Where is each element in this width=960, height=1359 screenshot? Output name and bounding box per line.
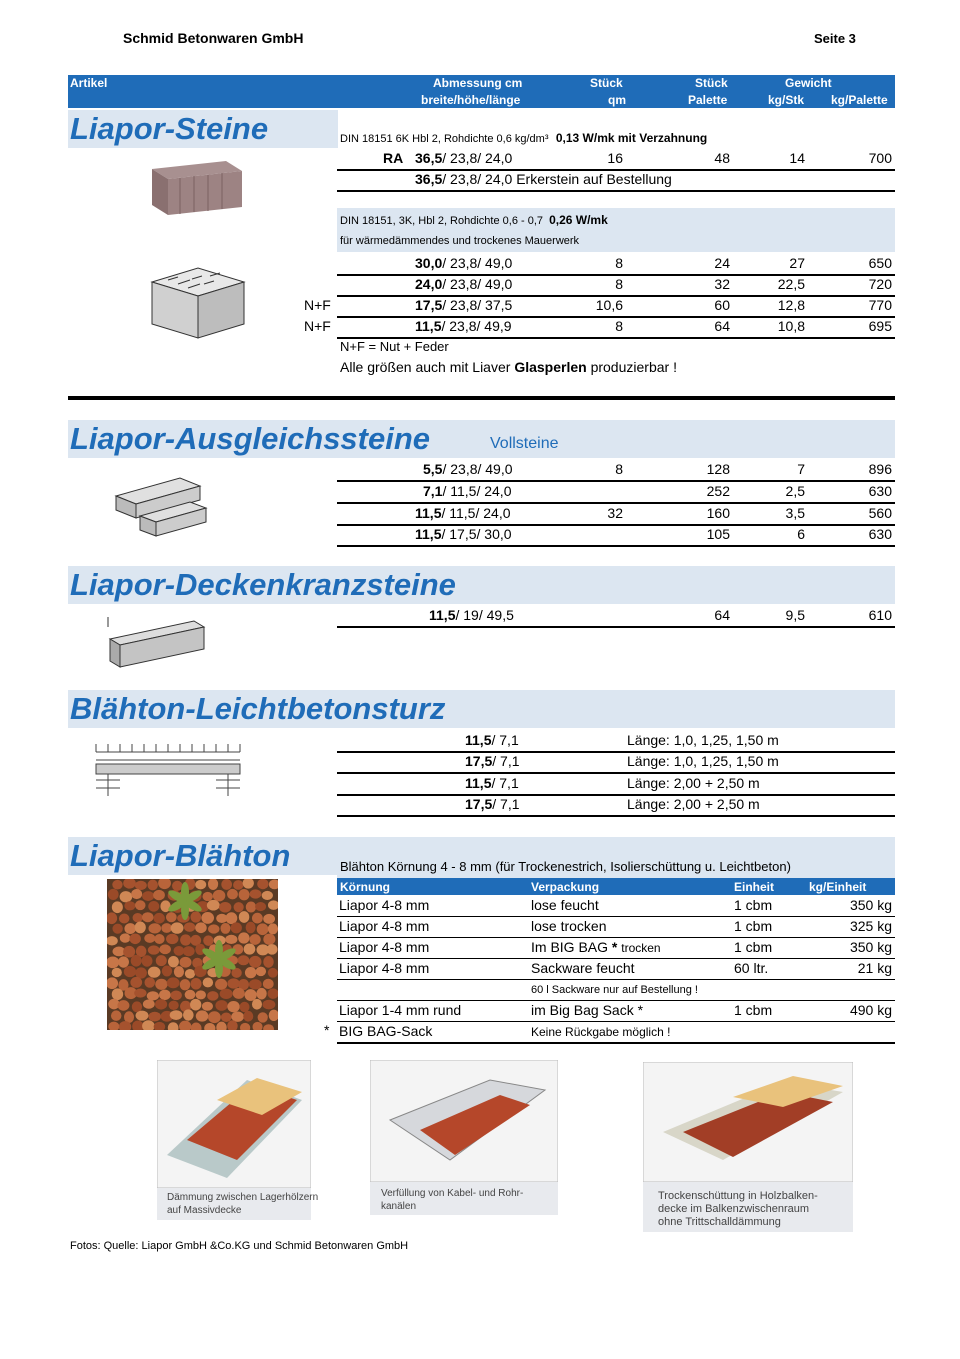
table-row: 11,5/ 7,1 Länge: 2,00 + 2,50 m: [337, 773, 895, 796]
col-stueck-qm: Stück: [590, 76, 623, 90]
spec-note-3: für wärmedämmendes und trockenes Mauerwerk: [340, 235, 580, 247]
solid-blocks-image: [110, 474, 215, 544]
spec-note-2: DIN 18151, 3K, Hbl 2, Rohdichte 0,6 - 0,7 0,26 W/mk: [340, 213, 608, 227]
nf-note: N+F = Nut + Feder: [340, 339, 449, 354]
col-gewicht: Gewicht: [785, 76, 832, 90]
table-row: 5,5/ 23,8/ 49,0 8 128 7 896: [337, 459, 895, 482]
table-row: 7,1/ 11,5/ 24,0 252 2,5 630: [337, 481, 895, 504]
col-abmessung: Abmessung cm: [433, 76, 523, 90]
table-row: 11,5/ 23,8/ 49,9 8 64 10,8 695: [337, 316, 895, 339]
table-row: 11,5/ 11,5/ 24,0 32 160 3,5 560: [337, 503, 895, 526]
col-kg-stk: kg/Stk: [768, 93, 805, 107]
expanded-clay-photo: [107, 879, 278, 1030]
table-row: Liapor 4-8 mm lose trocken 1 cbm 325 kg: [337, 917, 895, 938]
lintel-drawing-image: [94, 740, 244, 798]
table-row: Liapor 1-4 mm rund im Big Bag Sack * 1 cbm 490 kg: [337, 1001, 895, 1022]
table-row: Liapor 4-8 mm Sackware feucht 60 ltr. 21 kg: [337, 959, 895, 980]
section-title-blaehton: Liapor-Blähton: [70, 838, 291, 873]
col-artikel: Artikel: [70, 76, 108, 90]
section-title-deckenkranzsteine: Liapor-Deckenkranzsteine: [70, 567, 456, 602]
table-row: 17,5/ 7,1 Länge: 1,0, 1,25, 1,50 m: [337, 751, 895, 774]
row-prefix: N+F: [304, 297, 331, 313]
table-row: 11,5/ 17,5/ 30,0 105 6 630: [337, 524, 895, 547]
blaehton-table-header: Körnung Verpackung Einheit kg/Einheit: [337, 878, 895, 895]
col-stueck-pal: Stück: [695, 76, 728, 90]
photo-credits: Fotos: Quelle: Liapor GmbH &Co.KG und Schmid Betonwaren GmbH: [70, 1240, 409, 1252]
spec-note: DIN 18151 6K Hbl 2, Rohdichte 0,6 kg/dm³ 0,13 W/mk mit Verzahnung: [340, 131, 708, 145]
company-name: Schmid Betonwaren GmbH: [123, 30, 304, 46]
caption-cable-channel: Verfüllung von Kabel- und Rohr- kanälen: [381, 1188, 524, 1212]
table-row: 24,0/ 23,8/ 49,0 8 32 22,5 720: [337, 274, 895, 297]
ring-beam-block-image: [104, 615, 209, 670]
table-row: 11,5/ 19/ 49,5 64 9,5 610: [337, 605, 895, 628]
table-row: 30,0/ 23,8/ 49,0 8 24 27 650: [337, 253, 895, 276]
section-title-sturz: Blähton-Leichtbetonsturz: [70, 691, 446, 726]
table-row: 36,5/ 23,8/ 24,0 Erkerstein auf Bestellung: [337, 169, 895, 192]
page-number: Seite 3: [814, 31, 856, 46]
star-marker: *: [324, 1022, 330, 1038]
table-row: 17,5/ 23,8/ 37,5 10,6 60 12,8 770: [337, 295, 895, 318]
col-stueck-qm-sub: qm: [608, 93, 626, 107]
col-kg-pal: kg/Palette: [831, 93, 888, 107]
col-stueck-pal-sub: Palette: [688, 93, 728, 107]
caption-timber-floor: Trockenschüttung in Holzbalken- decke im Balkenzwischenraum ohne Trittschalldämmung: [658, 1190, 818, 1228]
row-prefix: N+F: [304, 318, 331, 334]
table-row: 60 l Sackware nur auf Bestellung !: [337, 982, 895, 1001]
blaehton-note: Blähton Körnung 4 - 8 mm (für Trockenestrich, Isolierschüttung u. Leichtbeton): [340, 859, 791, 874]
table-row: Liapor 4-8 mm lose feucht 1 cbm 350 kg: [337, 896, 895, 917]
glass-note: Alle größen auch mit Liaver Glasperlen produzierbar !: [340, 359, 677, 375]
table-row: Liapor 4-8 mm Im BIG BAG * trocken 1 cbm 350 kg: [337, 938, 895, 959]
hollow-block-image: [148, 262, 248, 342]
table-row: BIG BAG-Sack Keine Rückgabe möglich !: [337, 1022, 895, 1044]
section-title-liapor-steine: Liapor-Steine: [70, 111, 269, 146]
table-row: RA 36,5/ 23,8/ 24,0 16 48 14 700: [337, 148, 895, 171]
section-divider: [68, 396, 895, 400]
section-title-ausgleichssteine: Liapor-Ausgleichssteine: [70, 421, 431, 456]
brick-image-ra: [140, 155, 250, 220]
section-subtitle: Vollsteine: [490, 435, 559, 452]
table-row: 11,5/ 7,1 Länge: 1,0, 1,25, 1,50 m: [337, 730, 895, 753]
col-abmessung-sub: breite/höhe/länge: [421, 93, 521, 107]
caption-floor-insulation: Dämmung zwischen Lagerhölzern auf Massivdecke: [167, 1192, 319, 1216]
table-row: 17,5/ 7,1 Länge: 2,00 + 2,50 m: [337, 794, 895, 817]
table-header: [68, 75, 895, 108]
